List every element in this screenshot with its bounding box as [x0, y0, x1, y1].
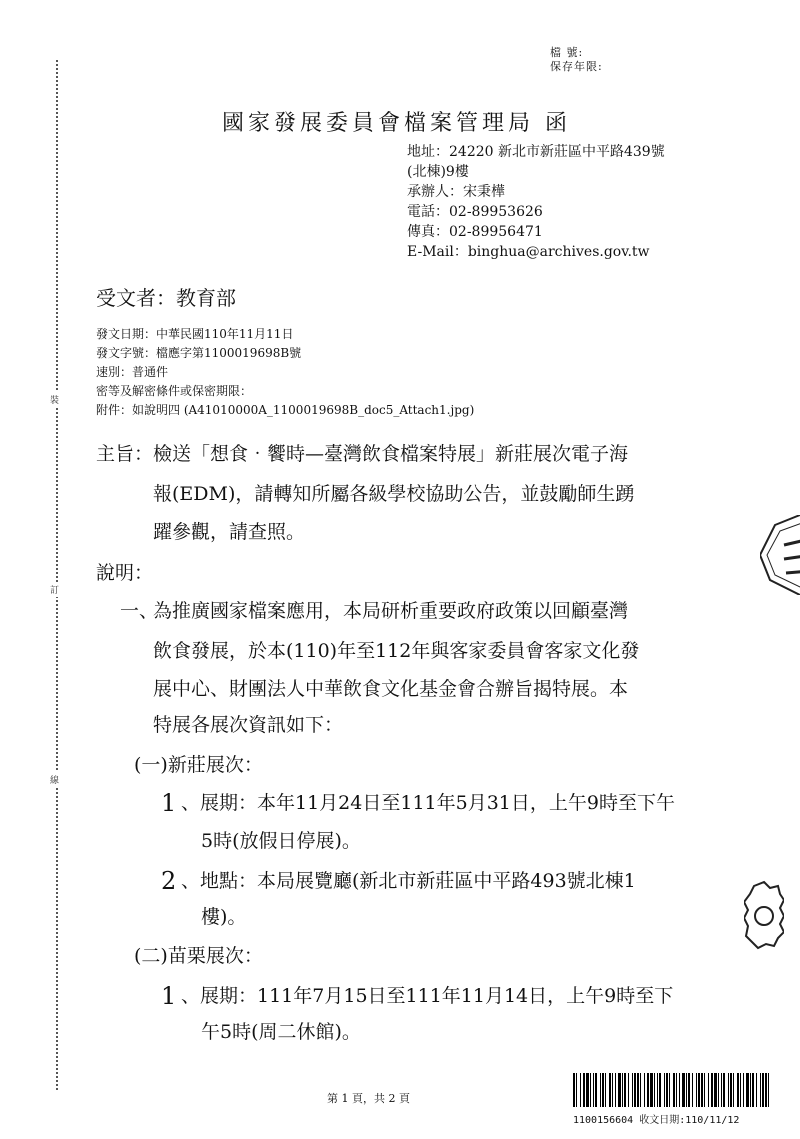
archive-number-label: 檔 號: — [550, 46, 584, 59]
section-1-heading: (一)新莊展次： — [134, 754, 263, 776]
section-1-item-1-line-1: 、展期：本年11月24日至111年5月31日，上午9時至下午 — [181, 792, 675, 814]
attachment-info: 附件：如說明四 (A41010000A_1100019698B_doc5_Attach1.jpg) — [96, 403, 475, 417]
gear-seal-icon — [744, 880, 784, 950]
item-1-line-2: 飲食發展，於本(110)年至112年與客家委員會客家文化發 — [153, 640, 640, 662]
barcode-icon — [573, 1073, 773, 1107]
section-1-item-2-line-2: 樓)。 — [201, 906, 247, 928]
issue-date: 發文日期：中華民國110年11月11日 — [96, 327, 294, 341]
section-1-item-2-number: 2 — [161, 867, 177, 895]
document-number: 發文字號：檔應字第1100019698B號 — [96, 346, 302, 360]
section-2-item-1-line-2: 午5時(周二休館)。 — [201, 1021, 361, 1043]
sender-fax: 傳真：02-89956471 — [407, 224, 543, 240]
recipient: 受文者：教育部 — [96, 286, 236, 310]
security-level: 密等及解密條件或保密期限： — [96, 384, 253, 398]
item-1-line-3: 展中心、財團法人中華飲食文化基金會合辦旨揭特展。本 — [153, 678, 629, 700]
sender-address-line2: (北棟)9樓 — [407, 164, 469, 180]
section-1-item-1-line-2: 5時(放假日停展)。 — [201, 830, 361, 852]
item-1-marker: 一、 — [120, 600, 159, 622]
section-2-item-1-number: 1 — [161, 982, 177, 1010]
margin-mark-staple: 訂 — [50, 582, 59, 597]
sender-email: E-Mail：binghua@archives.gov.tw — [407, 244, 650, 260]
margin-mark-bind: 裝 — [50, 392, 59, 407]
item-1-line-4: 特展各展次資訊如下： — [153, 714, 344, 736]
subject-label: 主旨： — [96, 443, 154, 465]
document-title: 國家發展委員會檔案管理局 函 — [222, 111, 571, 136]
sender-address: 地址：24220 新北市新莊區中平路439號 — [407, 144, 665, 160]
subject-line-2: 報(EDM)，請轉知所屬各級學校協助公告，並鼓勵師生踴 — [153, 483, 635, 505]
subject-line-3: 躍參觀，請查照。 — [153, 521, 306, 543]
receipt-info: 1100156604 收文日期:110/11/12 — [573, 1115, 740, 1126]
section-2-item-1-line-1: 、展期：111年7月15日至111年11月14日，上午9時至下 — [181, 985, 674, 1007]
page-indicator: 第 1 頁，共 2 頁 — [327, 1092, 410, 1105]
explanation-label: 說明： — [96, 562, 154, 584]
section-2-heading: (二)苗栗展次： — [134, 945, 263, 967]
seal-stamp-icon — [760, 515, 800, 595]
margin-mark-line: 線 — [50, 772, 59, 787]
retention-label: 保存年限: — [550, 60, 603, 73]
binding-line — [56, 60, 58, 1090]
section-1-item-1-number: 1 — [161, 789, 177, 817]
section-1-item-2-line-1: 、地點：本局展覽廳(新北市新莊區中平路493號北棟1 — [181, 870, 636, 892]
sender-contact: 承辦人：宋秉樺 — [407, 184, 505, 200]
delivery-speed: 速別：普通件 — [96, 365, 169, 379]
subject-line-1: 檢送「想食‧饗時—臺灣飲食檔案特展」新莊展次電子海 — [153, 443, 629, 465]
item-1-line-1: 為推廣國家檔案應用，本局研析重要政府政策以回顧臺灣 — [153, 600, 629, 622]
sender-phone: 電話：02-89953626 — [407, 204, 543, 220]
